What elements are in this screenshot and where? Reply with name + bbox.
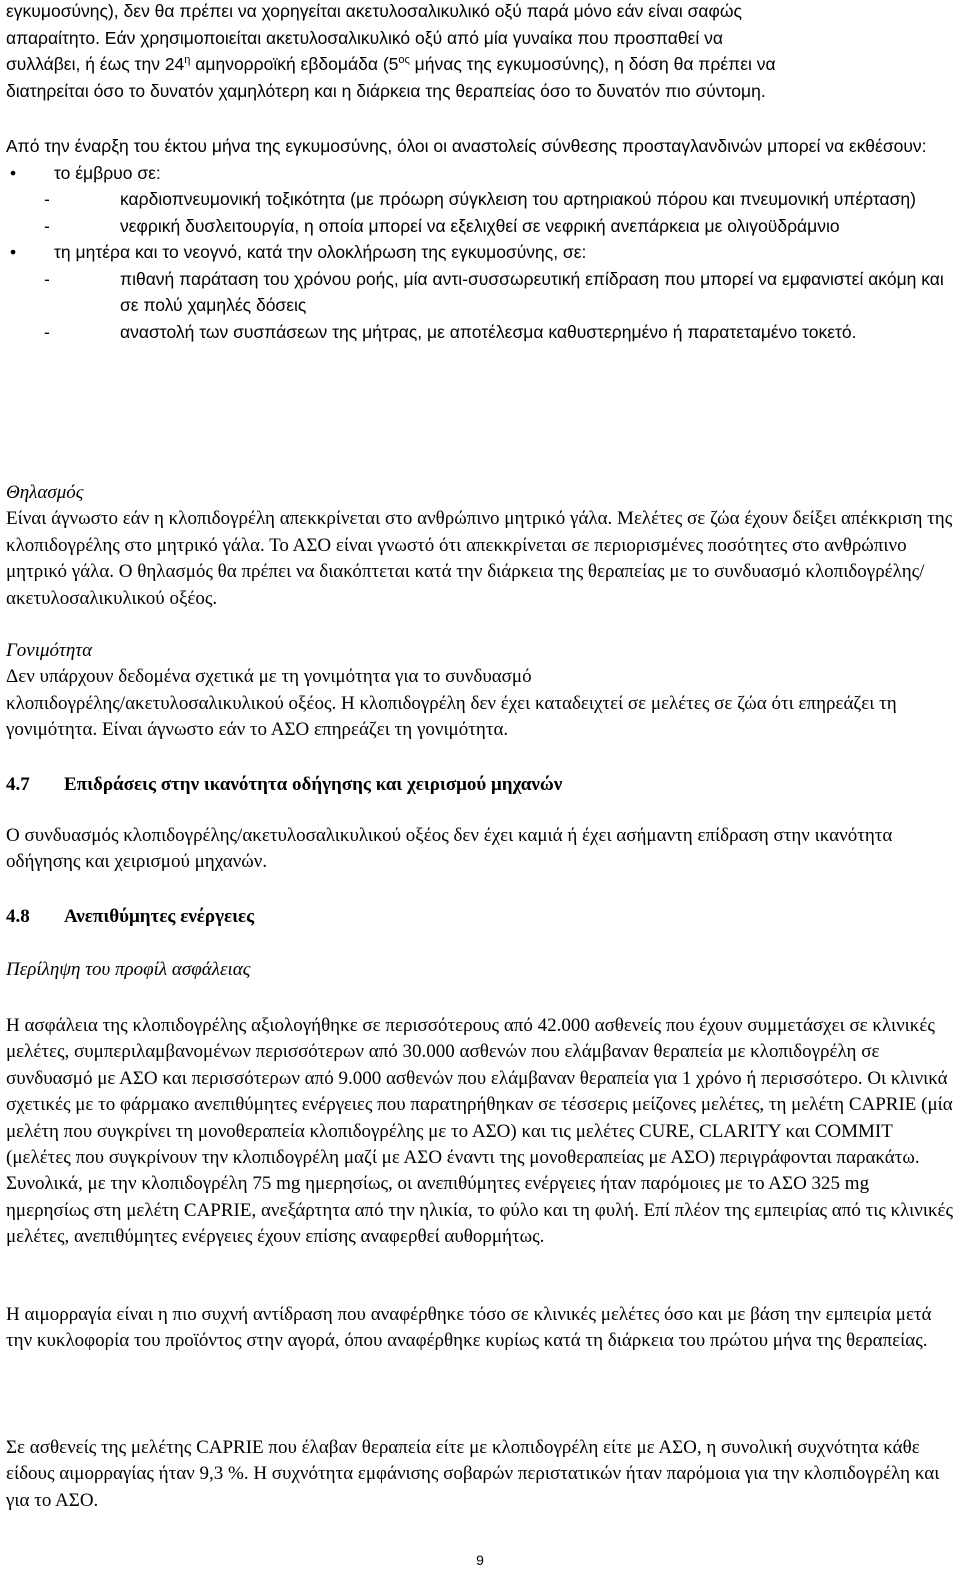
section-heading-4-8: 4.8 Ανεπιθύμητες ενέργειες bbox=[6, 906, 255, 927]
text-line: εγκυμοσύνης), δεν θα πρέπει να χορηγείται ακετυλοσαλικυλικό οξύ παρά μόνο εάν είναι σαφώς bbox=[6, 1, 742, 21]
pregnancy-paragraph bbox=[6, 0, 954, 104]
sub-list-item: - καρδιοπνευμονική τοξικότητα (με πρόωρη σύγκλειση του αρτηριακού πόρου και πνευμονική υπέρταση) bbox=[6, 186, 954, 213]
list-item-mother bbox=[6, 239, 954, 266]
safety-profile-subtitle: Περίληψη του προφίλ ασφάλειας bbox=[6, 959, 251, 980]
bullet-icon: • bbox=[10, 242, 17, 262]
sub-list-item: - νεφρική δυσλειτουργία, η οποία μπορεί να εξελιχθεί σε νεφρική ανεπάρκεια με ολιγοϋδράμνιο bbox=[6, 213, 954, 240]
text-line: συλλάβει, ή έως την $24^\eta$ αμηνορροϊκή εβδομάδα ($5^{o\varsigma}$ μήνας της εγκυμοσύνης), η δόση θα πρέπει να bbox=[6, 54, 776, 74]
section-subtitle: Γονιμότητα bbox=[6, 640, 93, 661]
text-line: διατηρείται όσο το δυνατόν χαμηλότερη και η διάρκεια της θεραπείας όσο το δυνατόν πιο σύντομη. bbox=[6, 80, 766, 101]
dash-icon: - bbox=[44, 268, 50, 289]
list-label: τη μητέρα και το νεογνό, κατά την ολοκλήρωση της εγκυμοσύνης, σε: bbox=[54, 242, 587, 262]
section-text: κλοπιδογρέλης/ακετυλοσαλικυλικού οξέος. Η κλοπιδογρέλη δεν έχει καταδειχτεί σε μελέτες σε ζώα ότι επηρεάζει τη γονιμότητα. Είναι άγνωστο εάν το ΑΣΟ επηρεάζει τη γονιμότητα. bbox=[6, 692, 897, 741]
text-line: απαραίτητο. Εάν χρησιμοποιείται ακετυλοσαλικυλικό οξύ από μία γυναίκα που προσπαθεί να bbox=[6, 27, 723, 48]
section-text: Είναι άγνωστο εάν η κλοπιδογρέλη απεκκρίνεται στο ανθρώπινο μητρικό γάλα. Μελέτες σε ζώα έχουν δείξει απέκκριση της κλοπιδογρέλης στο μητρικό γάλα. Το ΑΣΟ είναι γνωστό ότι απεκκρίνεται σε περιορισμένες ποσότητες στο ανθρώπινο μητρικό γάλα. Ο θηλασμός θα πρέπει να διακόπτεται κατά την διάρκεια της θεραπείας με το συνδυασμό κλοπιδογρέλης/ακετυλοσαλικυλικού οξέος. bbox=[6, 508, 953, 609]
section-text: Δεν υπάρχουν δεδομένα σχετικά με τη γονιμότητα για το συνδυασμό bbox=[6, 666, 532, 688]
safety-paragraph-2: Η αιμορραγία είναι η πιο συχνή αντίδραση που αναφέρθηκε τόσο σε κλινικές μελέτες όσο και με βάση την εμπειρία μετά την κυκλοφορία του προϊόντος στην αγορά, όπου αναφέρθηκε κυρίως κατά τη διάρκεια του πρώτου μήνα της θεραπείας. bbox=[6, 1304, 932, 1352]
fertility-section bbox=[6, 638, 954, 744]
prostaglandin-section bbox=[6, 133, 954, 345]
driving-section-text: Ο συνδυασμός κλοπιδογρέλης/ακετυλοσαλικυλικού οξέος δεν έχει καμιά ή έχει ασήμαντη επίδραση στην ικανότητα οδήγησης και χειρισμού μηχανών. bbox=[6, 825, 893, 873]
page-number: 9 bbox=[476, 1552, 484, 1568]
section-subtitle: Θηλασμός bbox=[6, 482, 84, 503]
bullet-icon: • bbox=[10, 162, 17, 183]
breastfeeding-section bbox=[6, 480, 954, 612]
dash-icon: - bbox=[44, 215, 50, 236]
list-label: το έμβρυο σε: bbox=[54, 162, 161, 183]
sub-list-item: - αναστολή των συσπάσεων της μήτρας, με αποτέλεσμα καθυστερημένο ή παρατεταμένο τοκετό. bbox=[6, 319, 954, 346]
dash-icon: - bbox=[44, 189, 50, 209]
section-heading-4-7: 4.7 Επιδράσεις στην ικανότητα οδήγησης και χειρισμού μηχανών bbox=[6, 774, 563, 795]
dash-icon: - bbox=[44, 321, 50, 342]
sub-list-item: - πιθανή παράταση του χρόνου ροής, μία αντι-συσσωρευτική επίδραση που μπορεί να εμφανιστεί ακόμη και σε πολύ χαμηλές δόσεις bbox=[6, 266, 954, 319]
safety-paragraph-1: Η ασφάλεια της κλοπιδογρέλης αξιολογήθηκε σε περισσότερους από 42.000 ασθενείς που έχουν συμμετάσχει σε κλινικές μελέτες, συμπεριλαμβανομένων περισσότερων από 30.000 ασθενών που ελάμβαναν θεραπεία με κλοπιδογρέλη σε συνδυασμό με ΑΣΟ και περισσότερων από 9.000 ασθενών που ελάμβαναν θεραπεία για 1 χρόνο ή περισσότερο. Οι κλινικά σχετικές με το φάρμακο ανεπιθύμητες ενέργειες που παρατηρήθηκαν σε τέσσερις μείζονες μελέτες, τη μελέτη CAPRIE (μία μελέτη που συγκρίνει τη μονοθεραπεία κλοπιδογρέλης με το ΑΣΟ) και τις μελέτες CURE, CLARITY και COMMIT (μελέτες που συγκρίνουν την κλοπιδογρέλη μαζί με ΑΣΟ έναντι της μονοθεραπείας με ΑΣΟ) περιγράφονται παρακάτω. Συνολικά, με την κλοπιδογρέλη 75 mg ημερησίως, οι ανεπιθύμητες ενέργειες ήταν παρόμοιες με το ΑΣΟ 325 mg ημερησίως στη μελέτη CAPRIE, ανεξάρτητα από την ηλικία, το φύλο και τη φυλή. Επί πλέον της εμπειρίας από τις κλινικές μελέτες, ανεπιθύμητες ενέργειες έχουν επίσης αναφερθεί αυθορμήτως. bbox=[6, 1015, 954, 1248]
section-lead: Από την έναρξη του έκτου μήνα της εγκυμοσύνης, όλοι οι αναστολείς σύνθεσης προσταγλανδινών μπορεί να εκθέσουν: bbox=[6, 136, 927, 156]
safety-paragraph-3: Σε ασθενείς της μελέτης CAPRIE που έλαβαν θεραπεία είτε με κλοπιδογρέλη είτε με ΑΣΟ, η συνολική συχνότητα κάθε είδους αιμορραγίας ήταν 9,3 %. Η συχνότητα εμφάνισης σοβαρών περιστατικών ήταν παρόμοια για την κλοπιδογρέλη και για το ΑΣΟ. bbox=[6, 1437, 940, 1511]
list-item-fetus bbox=[6, 160, 954, 187]
